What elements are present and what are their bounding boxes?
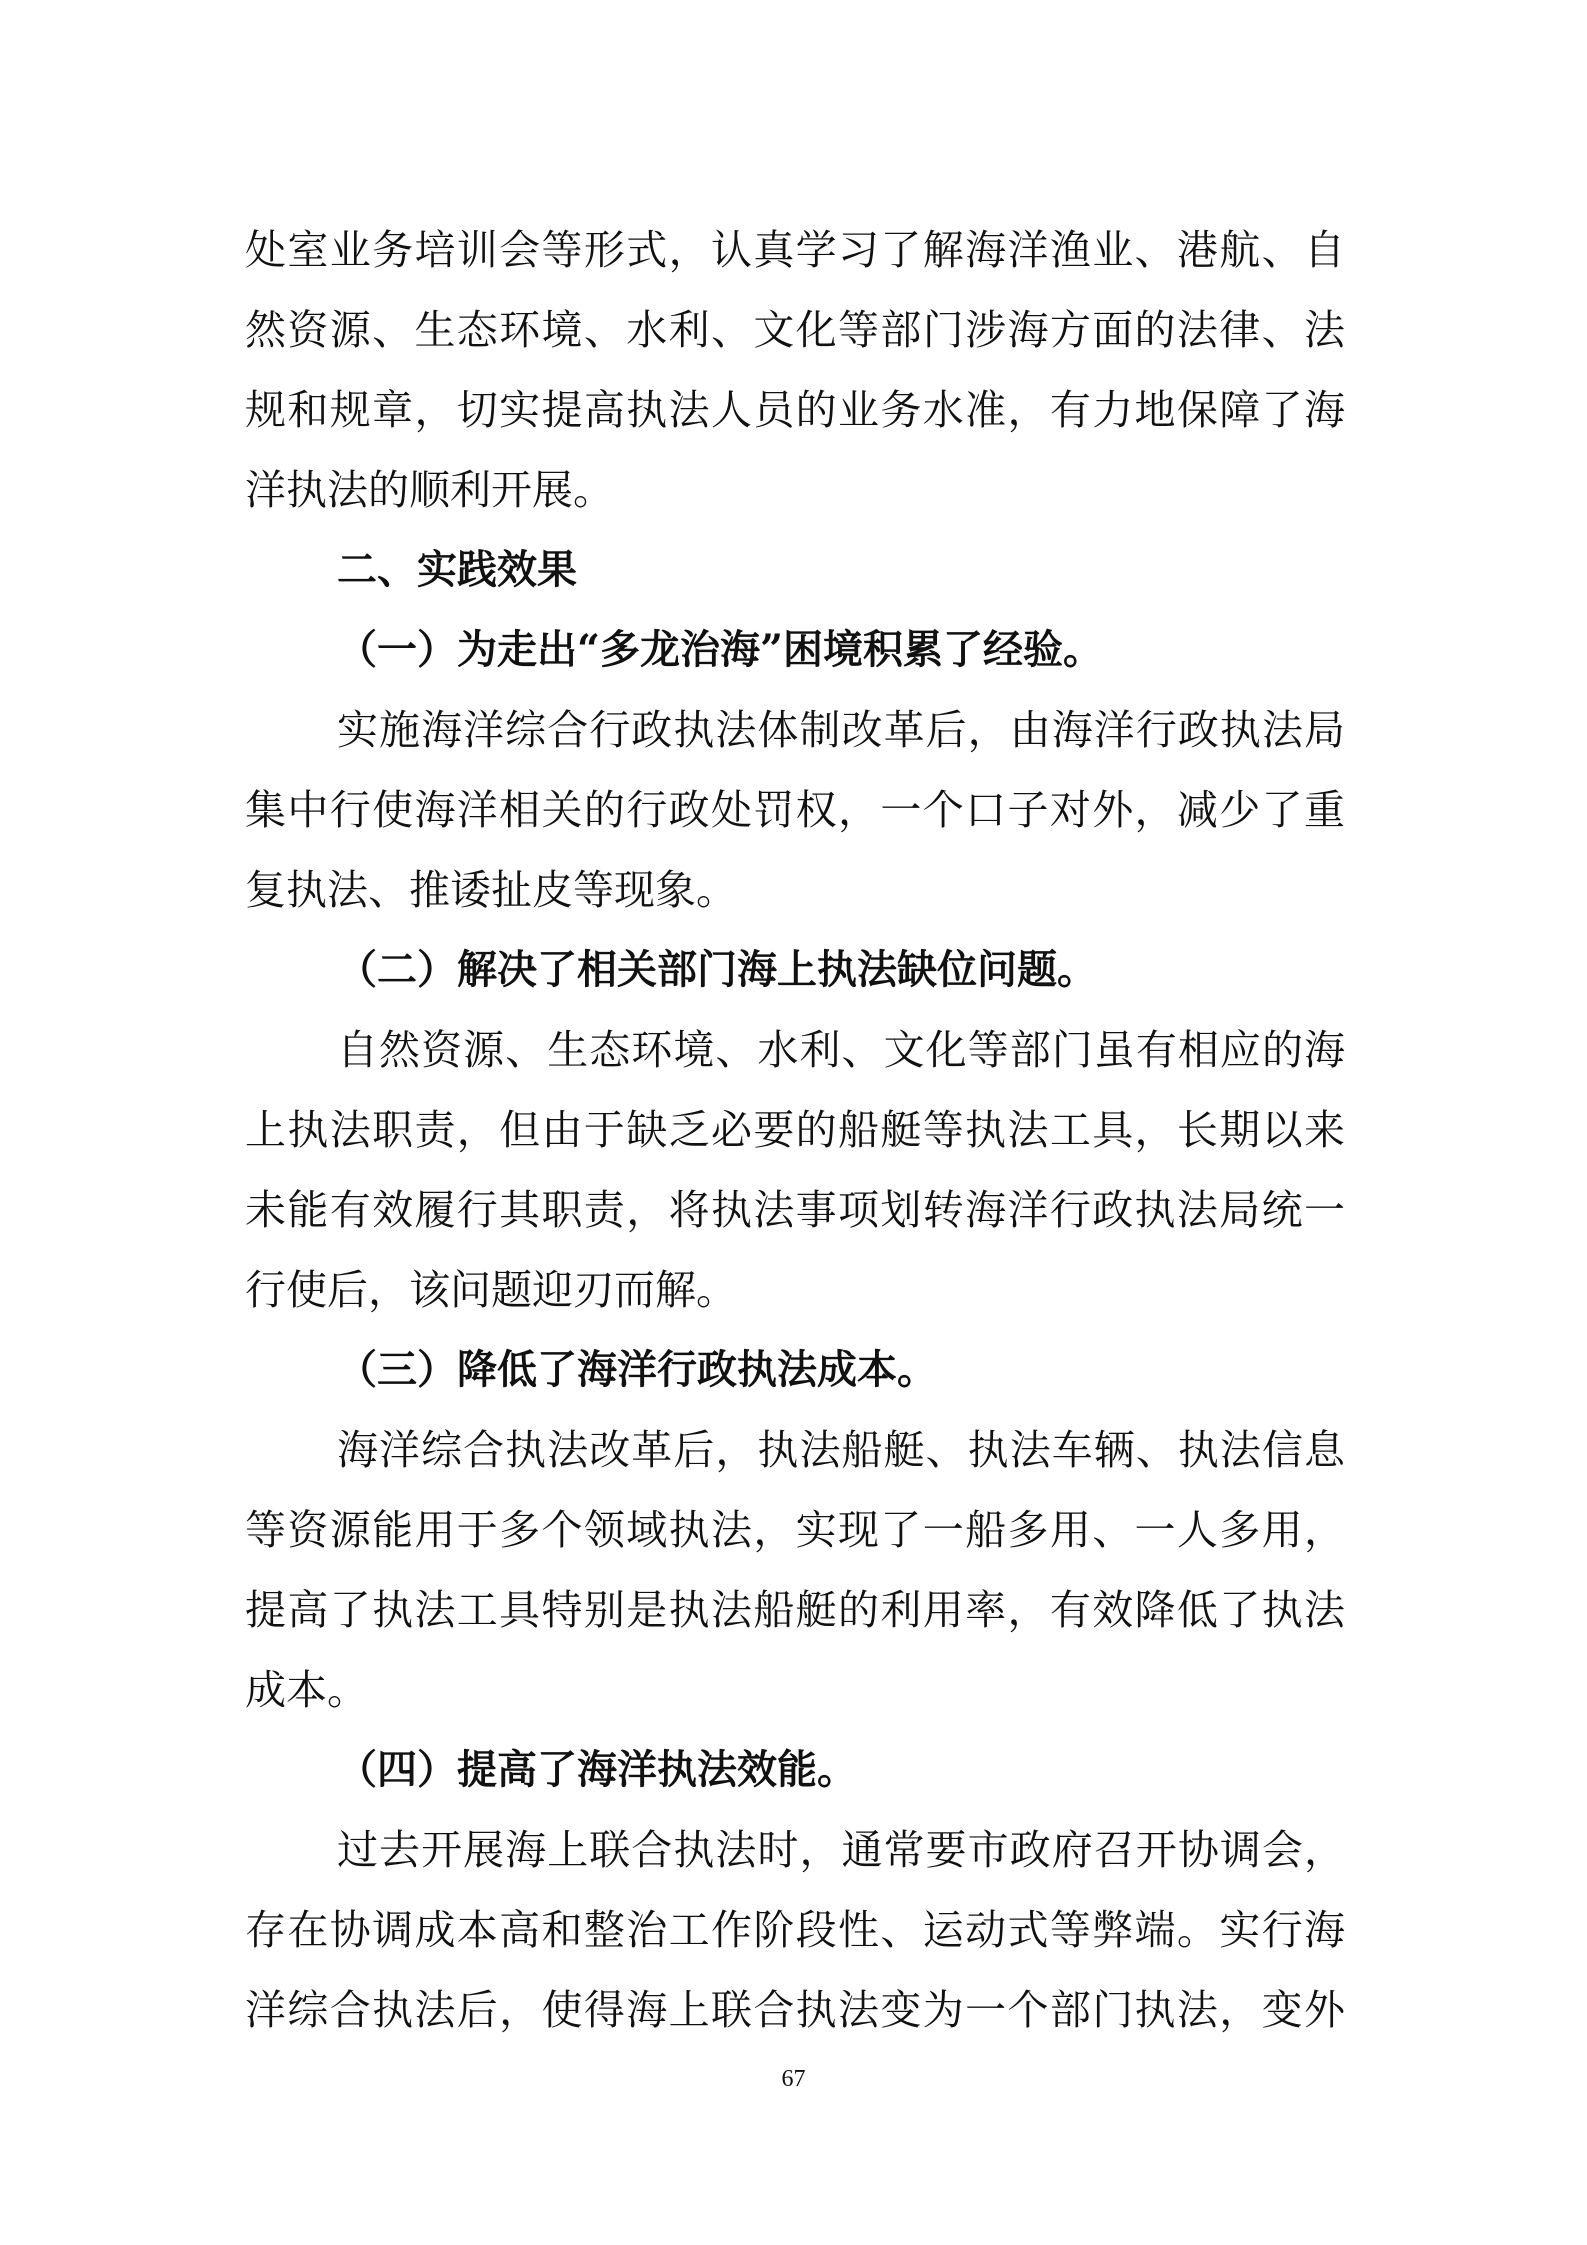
paragraph-line: 等资源能用于多个领域执法，实现了一船多用、一人多用，	[245, 1506, 1345, 1554]
paragraph-line: 存在协调成本高和整治工作阶段性、运动式等弊端。实行海	[245, 1906, 1345, 1954]
paragraph-line: 上执法职责，但由于缺乏必要的船艇等执法工具，长期以来	[245, 1106, 1345, 1154]
paragraph-line: 成本。	[245, 1666, 368, 1714]
subsection-heading: （二）解决了相关部门海上执法缺位问题。	[337, 946, 1097, 993]
paragraph-line: 规和规章，切实提高执法人员的业务水准，有力地保障了海	[245, 386, 1345, 434]
section-heading: 二、实践效果	[337, 547, 577, 593]
body-text	[245, 210, 1345, 2050]
paragraph-line: 行使后，该问题迎刃而解。	[245, 1266, 737, 1314]
paragraph-line: 洋综合执法后，使得海上联合执法变为一个部门执法，变外	[245, 1986, 1345, 2034]
subsection-heading: （一）为走出“多龙治海”困境积累了经验。	[337, 626, 1104, 673]
paragraph-line: 复执法、推诿扯皮等现象。	[245, 866, 737, 914]
paragraph-line: 实施海洋综合行政执法体制改革后，由海洋行政执法局	[337, 706, 1345, 754]
paragraph-line: 集中行使海洋相关的行政处罚权，一个口子对外，减少了重	[245, 786, 1345, 834]
paragraph-line: 海洋综合执法改革后，执法船艇、执法车辆、执法信息	[337, 1426, 1345, 1474]
paragraph-line: 过去开展海上联合执法时，通常要市政府召开协调会，	[337, 1826, 1345, 1874]
paragraph-line: 处室业务培训会等形式，认真学习了解海洋渔业、港航、自	[245, 226, 1345, 274]
paragraph-line: 未能有效履行其职责，将执法事项划转海洋行政执法局统一	[245, 1186, 1345, 1234]
subsection-heading: （四）提高了海洋执法效能。	[337, 1746, 857, 1793]
paragraph-line: 自然资源、生态环境、水利、文化等部门虽有相应的海	[337, 1026, 1345, 1074]
subsection-heading: （三）降低了海洋行政执法成本。	[337, 1346, 937, 1393]
paragraph-line: 然资源、生态环境、水利、文化等部门涉海方面的法律、法	[245, 306, 1345, 354]
paragraph-line: 洋执法的顺利开展。	[245, 466, 614, 514]
paragraph-line: 提高了执法工具特别是执法船艇的利用率，有效降低了执法	[245, 1586, 1345, 1634]
page-number: 67	[781, 2066, 806, 2092]
